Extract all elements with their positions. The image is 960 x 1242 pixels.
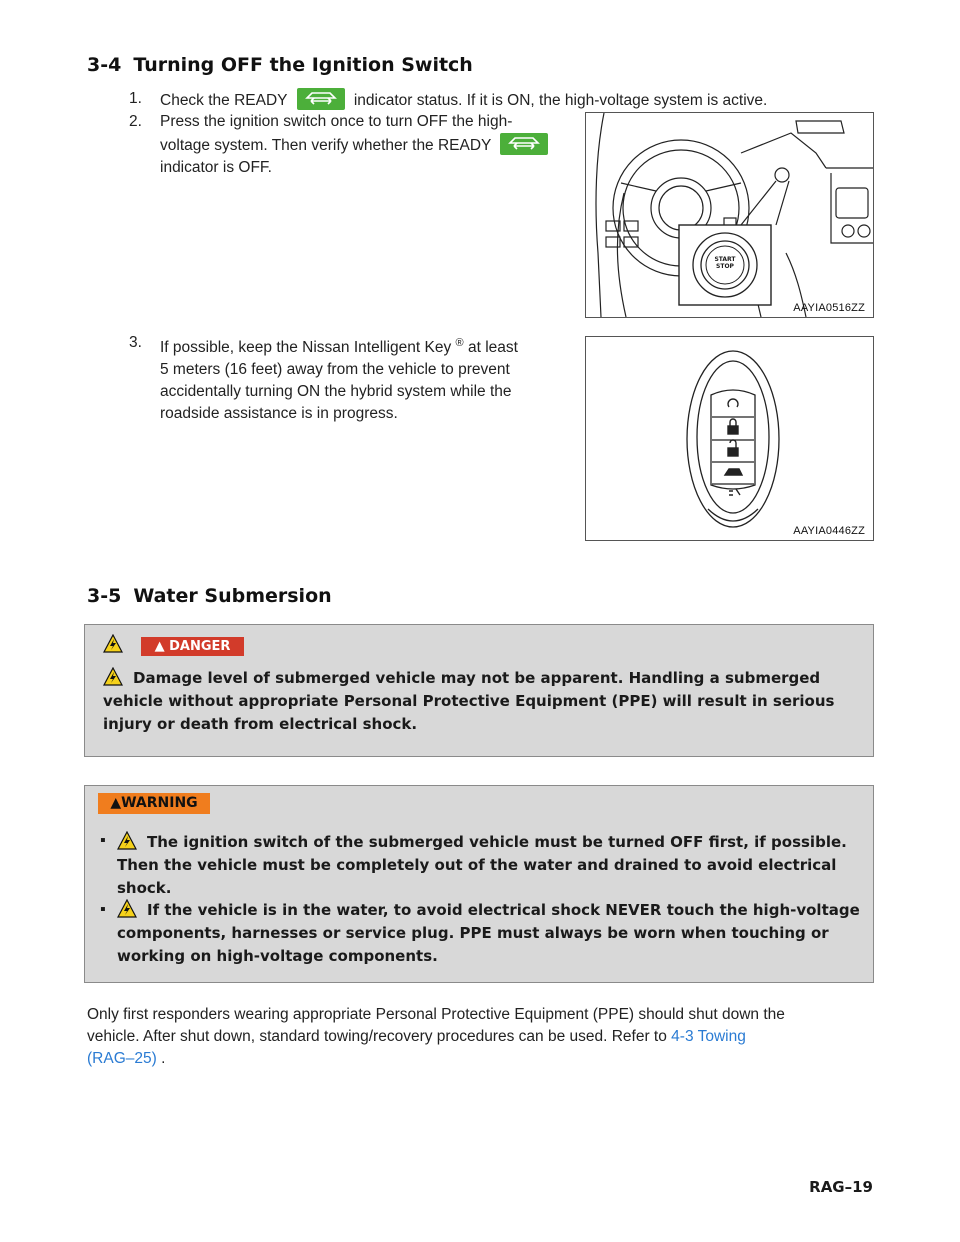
start-stop-button [706, 256, 744, 270]
stop-label: STOP [716, 263, 734, 270]
warning-line: components, harnesses or service plug. PPE must always be worn when touching or [117, 924, 829, 942]
figure-ignition-switch [585, 112, 874, 318]
ready-car-icon [500, 133, 548, 155]
step-line: at least [467, 339, 518, 357]
step-line: Press the ignition switch once to turn OFF the high- [160, 113, 513, 130]
warning-badge [98, 793, 210, 814]
high-voltage-icon [103, 634, 123, 654]
step-line: 5 meters (16 feet) away from the vehicle to prevent [160, 361, 510, 379]
section-heading-3-4 [87, 54, 473, 76]
danger-badge [141, 637, 244, 656]
warning-line: The ignition switch of the submerged vehicle must be turned OFF first, if possible. [147, 833, 847, 851]
intelligent-key-illustration [586, 337, 873, 540]
step-line-2 [160, 133, 580, 157]
warning-line: shock. [117, 879, 172, 897]
danger-line: injury or death from electrical shock. [103, 715, 418, 733]
start-label: START [714, 256, 736, 263]
section-title: Water Submersion [133, 585, 332, 607]
step-number: 2. [129, 113, 142, 130]
dashboard-illustration [586, 113, 873, 317]
step-line: voltage system. Then verify whether the READY [160, 137, 492, 154]
alert-triangle-icon: ▲ [154, 639, 165, 654]
bullet: ▪ [100, 832, 106, 849]
registered-mark: ® [455, 337, 464, 349]
step-line: accidentally turning ON the hybrid system while the [160, 383, 512, 401]
step-line-1 [160, 332, 580, 359]
page-number: RAG–19 [809, 1178, 873, 1196]
warning-line: If the vehicle is in the water, to avoid electrical shock NEVER touch the high-voltage [147, 901, 860, 919]
section-heading-3-5 [87, 585, 332, 607]
step-text-b: indicator status. If it is ON, the high-voltage system is active. [353, 92, 768, 109]
step-line: If possible, keep the Nissan Intelligent Key [160, 339, 452, 357]
step-text-a: Check the READY [160, 92, 288, 109]
warning-line: working on high-voltage components. [117, 947, 438, 965]
alert-triangle-icon: ▲ [110, 795, 122, 811]
towing-link[interactable]: 4-3 Towing [671, 1028, 746, 1045]
step-line: roadside assistance is in progress. [160, 405, 398, 423]
section-number: 3-4 [87, 54, 122, 76]
danger-label: DANGER [169, 639, 231, 654]
step-number: 3. [129, 334, 142, 351]
danger-text [103, 667, 863, 736]
towing-page-link[interactable]: (RAG–25) [87, 1050, 157, 1067]
step-number: 1. [129, 90, 142, 107]
section-title: Turning OFF the Ignition Switch [133, 54, 473, 76]
section-number: 3-5 [87, 585, 122, 607]
body-line-end: . [161, 1050, 166, 1067]
warning-label: WARNING [121, 795, 198, 811]
figure-code: AAYIA0446ZZ [793, 525, 865, 537]
ready-car-icon [297, 88, 345, 110]
body-line-3 [87, 1048, 877, 1070]
warning-line: Then the vehicle must be completely out of the water and drained to avoid electrical [117, 856, 837, 874]
danger-line: vehicle without appropriate Personal Protective Equipment (PPE) will result in serious [103, 692, 835, 710]
danger-line: Damage level of submerged vehicle may not be apparent. Handling a submerged [133, 669, 821, 687]
step-text [160, 88, 767, 112]
body-line-2 [87, 1026, 877, 1048]
warning-item-2 [117, 899, 867, 968]
bullet: ▪ [100, 901, 106, 918]
figure-intelligent-key [585, 336, 874, 541]
body-line: Only first responders wearing appropriate Personal Protective Equipment (PPE) should shut down the [87, 1006, 785, 1023]
body-line: vehicle. After shut down, standard towing/recovery procedures can be used. Refer to [87, 1028, 667, 1045]
warning-item-1 [117, 831, 867, 900]
figure-code: AAYIA0516ZZ [793, 302, 865, 314]
step-line: indicator is OFF. [160, 159, 272, 176]
body-paragraph [87, 1004, 877, 1070]
